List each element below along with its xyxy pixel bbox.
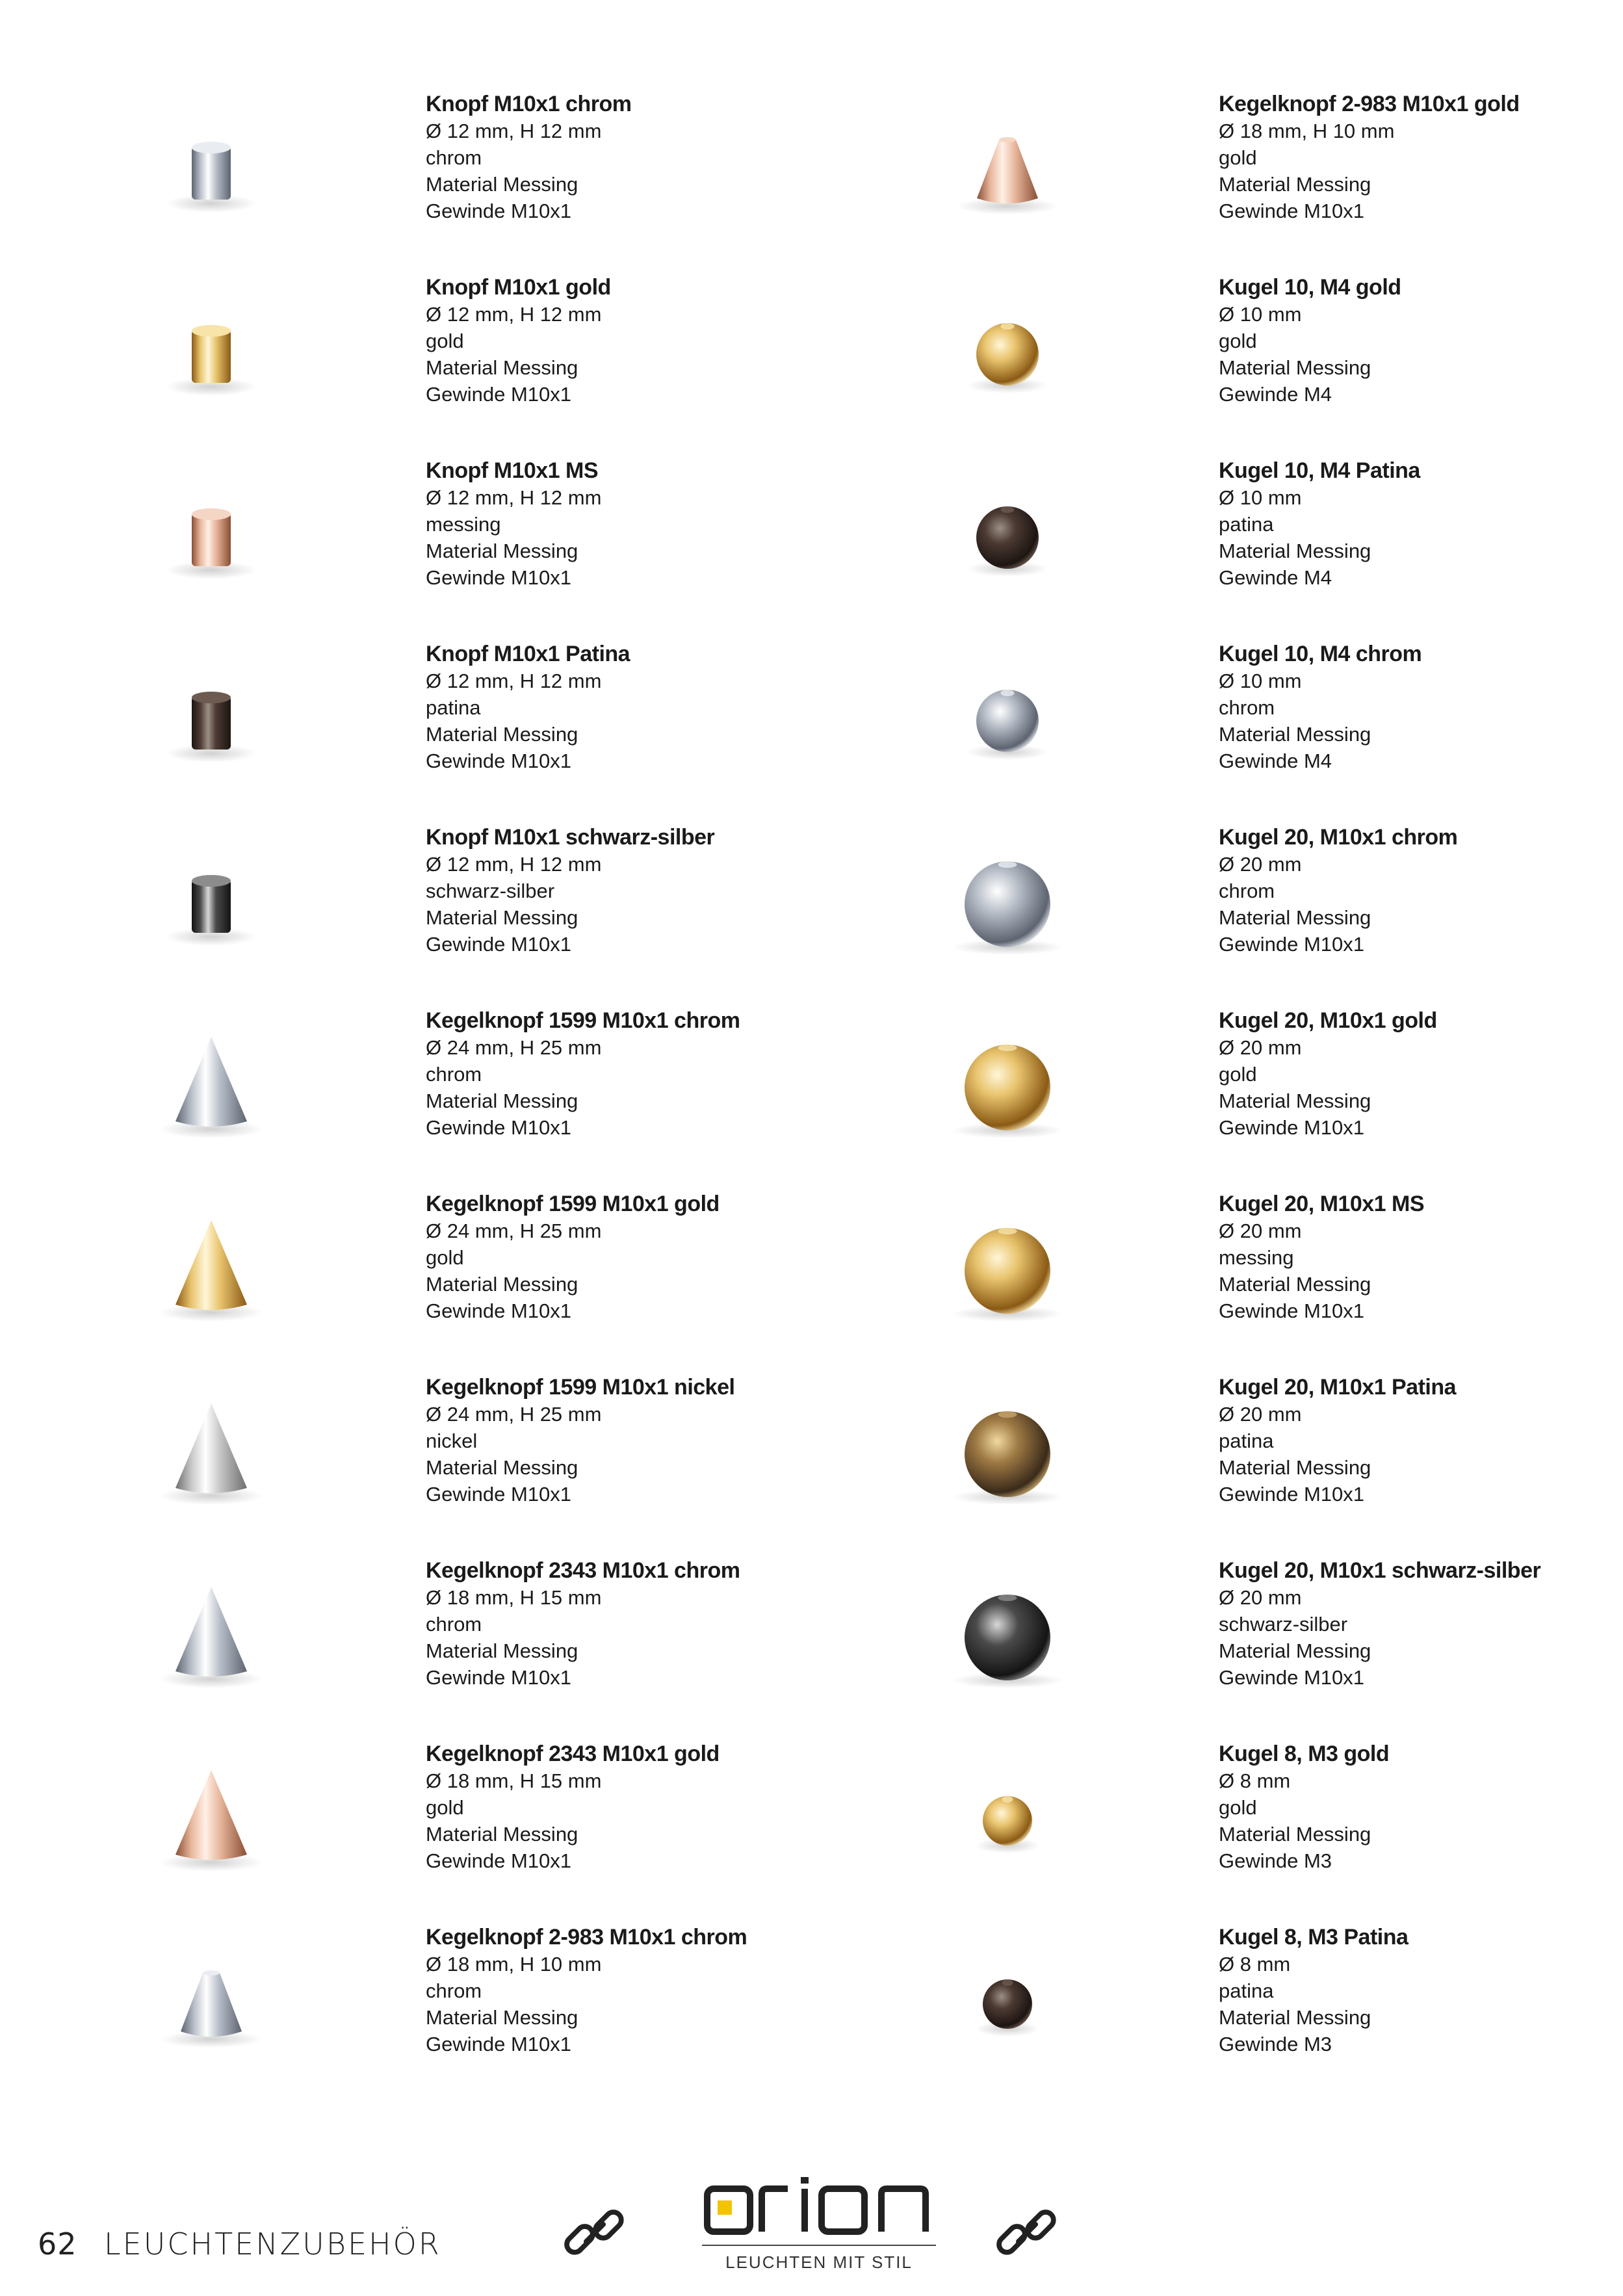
product-spec: Gewinde M10x1: [1219, 200, 1365, 222]
product-spec: Ø 12 mm, H 12 mm: [426, 486, 602, 509]
logo-tagline: LEUCHTEN MIT STIL: [702, 2245, 936, 2273]
product-image: [923, 644, 1092, 794]
product-spec: Gewinde M10x1: [426, 200, 572, 222]
product-spec: Gewinde M10x1: [426, 1849, 572, 1872]
product-image: [130, 1011, 292, 1160]
product-title: Knopf M10x1 gold: [426, 275, 611, 300]
product-image: [923, 1927, 1092, 2077]
product-details: [1219, 641, 1623, 774]
product-spec: Gewinde M10x1: [1219, 1666, 1365, 1689]
product-spec: Material Messing: [426, 1273, 578, 1296]
product-spec: Material Messing: [426, 2006, 578, 2029]
orion-logo: [702, 2174, 936, 2275]
product-spec: patina: [1219, 513, 1274, 536]
product-spec: Ø 12 mm, H 12 mm: [426, 120, 602, 142]
product-spec: Ø 20 mm: [1219, 1036, 1302, 1059]
product-spec: Material Messing: [426, 173, 578, 196]
product-spec: Material Messing: [426, 906, 578, 929]
product-spec: Gewinde M3: [1219, 2033, 1332, 2055]
product-spec: Gewinde M10x1: [426, 566, 572, 589]
product-spec: Gewinde M10x1: [426, 2033, 572, 2055]
chain-link-icon: [991, 2197, 1063, 2269]
product-details: [426, 1008, 881, 1141]
product-spec: Gewinde M10x1: [426, 1116, 572, 1139]
product-spec: Gewinde M10x1: [1219, 1116, 1365, 1139]
product-spec: Material Messing: [1219, 1089, 1371, 1112]
product-title: Knopf M10x1 schwarz-silber: [426, 825, 715, 850]
product-spec: gold: [1219, 146, 1257, 169]
product-title: Kugel 20, M10x1 schwarz-silber: [1219, 1558, 1541, 1583]
product-spec: Material Messing: [426, 1089, 578, 1112]
product-item: [923, 1924, 1623, 2107]
product-spec: Ø 12 mm, H 12 mm: [426, 670, 602, 692]
product-title: Kegelknopf 2-983 M10x1 chrom: [426, 1925, 747, 1950]
product-spec: Material Messing: [1219, 906, 1371, 929]
product-image: [923, 1744, 1092, 1894]
product-spec: schwarz-silber: [426, 880, 555, 902]
product-spec: Gewinde M4: [1219, 383, 1332, 406]
product-spec: Ø 18 mm, H 15 mm: [426, 1769, 602, 1792]
product-item: [130, 1558, 910, 1741]
product-spec: Gewinde M10x1: [1219, 933, 1365, 956]
product-image: [923, 94, 1092, 244]
product-spec: Gewinde M4: [1219, 566, 1332, 589]
product-title: Kugel 20, M10x1 gold: [1219, 1008, 1437, 1033]
product-spec: Ø 10 mm: [1219, 486, 1302, 509]
section-title: LEUCHTENZUBEHÖR: [104, 2226, 441, 2262]
product-details: [1219, 1374, 1623, 1507]
product-item: [923, 1558, 1623, 1741]
product-spec: chrom: [426, 146, 482, 169]
product-spec: Material Messing: [426, 1823, 578, 1846]
product-spec: Gewinde M10x1: [426, 1299, 572, 1322]
product-item: [923, 1191, 1623, 1374]
product-details: [426, 458, 881, 591]
product-spec: Material Messing: [1219, 540, 1371, 562]
product-spec: Gewinde M4: [1219, 750, 1332, 772]
product-item: [130, 91, 910, 274]
product-item: [923, 1374, 1623, 1558]
product-image: [130, 1194, 292, 1344]
product-title: Knopf M10x1 Patina: [426, 642, 630, 666]
product-item: [923, 1008, 1623, 1191]
product-title: Knopf M10x1 MS: [426, 458, 599, 483]
product-item: [923, 91, 1623, 274]
product-item: [923, 458, 1623, 641]
product-spec: Ø 12 mm, H 12 mm: [426, 853, 602, 876]
product-item: [130, 1741, 910, 1924]
product-spec: Ø 18 mm, H 10 mm: [426, 1953, 602, 1976]
product-spec: Ø 10 mm: [1219, 303, 1302, 326]
product-spec: Ø 24 mm, H 25 mm: [426, 1036, 602, 1059]
product-spec: nickel: [426, 1429, 478, 1452]
product-spec: chrom: [1219, 880, 1275, 902]
product-spec: Gewinde M3: [1219, 1849, 1332, 1872]
product-image: [923, 1011, 1092, 1160]
product-details: [426, 1191, 881, 1324]
product-spec: patina: [1219, 1979, 1274, 2002]
product-title: Kugel 20, M10x1 Patina: [1219, 1375, 1457, 1400]
product-item: [130, 1924, 910, 2107]
product-details: [426, 824, 881, 958]
product-spec: Gewinde M10x1: [1219, 1483, 1365, 1506]
product-details: [426, 1924, 881, 2057]
product-spec: Ø 8 mm: [1219, 1953, 1291, 1976]
product-details: [426, 91, 881, 224]
product-spec: Material Messing: [1219, 723, 1371, 746]
product-spec: patina: [426, 696, 481, 719]
product-spec: Ø 8 mm: [1219, 1769, 1291, 1792]
page-number: 62: [38, 2226, 77, 2262]
product-spec: Gewinde M10x1: [426, 933, 572, 956]
product-image: [923, 1194, 1092, 1344]
product-spec: Material Messing: [1219, 1639, 1371, 1662]
product-item: [923, 824, 1623, 1008]
product-title: Kugel 10, M4 Patina: [1219, 458, 1420, 483]
chain-link-icon: [559, 2197, 630, 2269]
product-spec: messing: [1219, 1246, 1294, 1269]
product-spec: Gewinde M10x1: [426, 750, 572, 772]
product-spec: Material Messing: [1219, 1456, 1371, 1479]
product-image: [130, 461, 292, 610]
product-spec: gold: [426, 1796, 464, 1819]
product-title: Kugel 8, M3 Patina: [1219, 1925, 1409, 1950]
product-item: [923, 1741, 1623, 1924]
product-spec: Gewinde M10x1: [426, 383, 572, 406]
product-title: Kugel 20, M10x1 MS: [1219, 1192, 1425, 1216]
product-spec: patina: [1219, 1429, 1274, 1452]
product-details: [426, 1374, 881, 1507]
product-title: Knopf M10x1 chrom: [426, 92, 632, 116]
product-image: [130, 1744, 292, 1894]
product-details: [1219, 1558, 1623, 1691]
product-item: [923, 641, 1623, 824]
product-spec: Ø 20 mm: [1219, 1586, 1302, 1609]
product-details: [426, 274, 881, 408]
product-spec: chrom: [426, 1613, 482, 1636]
product-title: Kegelknopf 2-983 M10x1 gold: [1219, 92, 1520, 116]
product-item: [130, 274, 910, 458]
product-item: [130, 1191, 910, 1374]
product-spec: Ø 20 mm: [1219, 853, 1302, 876]
product-image: [130, 644, 292, 794]
product-image: [923, 828, 1092, 977]
product-title: Kegelknopf 1599 M10x1 nickel: [426, 1375, 735, 1400]
product-spec: Material Messing: [1219, 1273, 1371, 1296]
product-image: [130, 1927, 292, 2077]
product-image: [130, 94, 292, 244]
product-title: Kugel 10, M4 chrom: [1219, 642, 1422, 666]
product-spec: gold: [1219, 1063, 1257, 1086]
product-image: [130, 828, 292, 977]
product-image: [130, 278, 292, 427]
product-item: [130, 458, 910, 641]
product-details: [426, 1558, 881, 1691]
product-details: [1219, 1741, 1623, 1874]
product-details: [426, 641, 881, 774]
product-image: [923, 461, 1092, 610]
product-details: [426, 1741, 881, 1874]
product-spec: Gewinde M10x1: [426, 1483, 572, 1506]
product-spec: Ø 12 mm, H 12 mm: [426, 303, 602, 326]
product-title: Kugel 20, M10x1 chrom: [1219, 825, 1458, 850]
product-spec: gold: [1219, 1796, 1257, 1819]
product-image: [130, 1377, 292, 1527]
product-spec: Material Messing: [426, 356, 578, 379]
product-spec: schwarz-silber: [1219, 1613, 1348, 1636]
product-details: [1219, 458, 1623, 591]
product-title: Kugel 8, M3 gold: [1219, 1742, 1390, 1766]
product-spec: Ø 24 mm, H 25 mm: [426, 1220, 602, 1242]
product-spec: Material Messing: [1219, 356, 1371, 379]
product-spec: Ø 18 mm, H 15 mm: [426, 1586, 602, 1609]
product-image: [130, 1561, 292, 1710]
product-spec: Gewinde M10x1: [1219, 1299, 1365, 1322]
product-details: [1219, 1924, 1623, 2057]
product-spec: Ø 20 mm: [1219, 1403, 1302, 1426]
product-image: [923, 278, 1092, 427]
product-details: [1219, 91, 1623, 224]
product-spec: chrom: [426, 1979, 482, 2002]
product-spec: Material Messing: [426, 1456, 578, 1479]
product-spec: Ø 18 mm, H 10 mm: [1219, 120, 1395, 142]
product-image: [923, 1377, 1092, 1527]
product-spec: Material Messing: [1219, 173, 1371, 196]
product-title: Kegelknopf 2343 M10x1 chrom: [426, 1558, 740, 1583]
product-spec: chrom: [1219, 696, 1275, 719]
product-spec: gold: [426, 1246, 464, 1269]
product-spec: gold: [426, 330, 464, 352]
product-spec: Material Messing: [1219, 2006, 1371, 2029]
product-spec: Gewinde M10x1: [426, 1666, 572, 1689]
product-title: Kegelknopf 1599 M10x1 chrom: [426, 1008, 740, 1033]
product-title: Kegelknopf 1599 M10x1 gold: [426, 1192, 720, 1216]
orion-wordmark: [702, 2174, 936, 2239]
product-item: [130, 824, 910, 1008]
product-details: [1219, 1191, 1623, 1324]
product-image: [923, 1561, 1092, 1710]
product-details: [1219, 824, 1623, 958]
product-spec: Ø 20 mm: [1219, 1220, 1302, 1242]
product-spec: Material Messing: [426, 1639, 578, 1662]
product-spec: Material Messing: [1219, 1823, 1371, 1846]
product-title: Kegelknopf 2343 M10x1 gold: [426, 1742, 720, 1766]
product-spec: Material Messing: [426, 540, 578, 562]
product-spec: messing: [426, 513, 501, 536]
product-spec: Ø 24 mm, H 25 mm: [426, 1403, 602, 1426]
product-spec: chrom: [426, 1063, 482, 1086]
product-spec: Material Messing: [426, 723, 578, 746]
product-details: [1219, 1008, 1623, 1141]
product-item: [130, 1374, 910, 1558]
product-details: [1219, 274, 1623, 408]
product-item: [130, 641, 910, 824]
product-item: [130, 1008, 910, 1191]
product-item: [923, 274, 1623, 458]
product-spec: gold: [1219, 330, 1257, 352]
product-title: Kugel 10, M4 gold: [1219, 275, 1401, 300]
product-spec: Ø 10 mm: [1219, 670, 1302, 692]
